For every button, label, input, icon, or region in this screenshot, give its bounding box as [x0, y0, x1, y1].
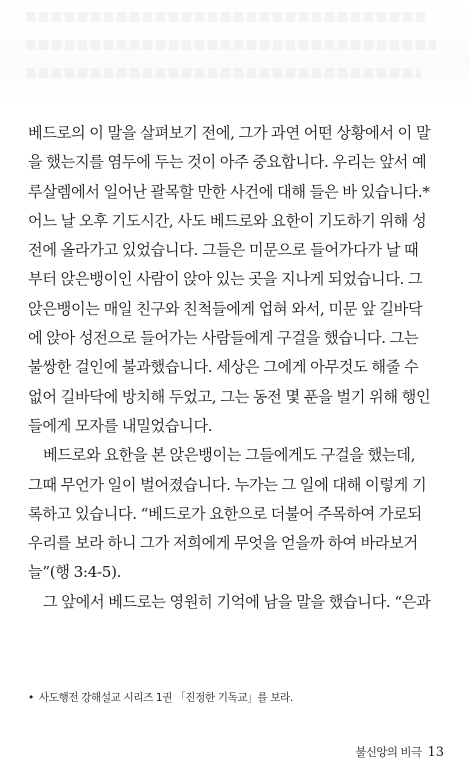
- body-line: 불쌍한 걸인에 불과했습니다. 세상은 그에게 아무것도 해줄 수: [28, 358, 419, 377]
- body-line: 록하고 있습니다. “베드로가 요한으로 더불어 주목하여 가로되: [28, 504, 422, 523]
- bleed-line: [26, 68, 421, 78]
- body-line: 베드로의 이 말을 살펴보기 전에, 그가 과연 어떤 상황에서 이 말: [28, 124, 431, 142]
- body-line: 부터 앉은뱅이인 사람이 앉아 있는 곳을 지나게 되었습니다. 그: [28, 270, 423, 289]
- body-line: 을 했는지를 염두에 두는 것이 아주 중요합니다. 우리는 앞서 예: [28, 153, 427, 172]
- bleed-line: [26, 40, 436, 50]
- page-footer: [355, 744, 444, 760]
- bleed-line: [26, 12, 426, 22]
- body-line: 늘”(행 3:4-5).: [28, 563, 122, 582]
- body-line: 전에 올라가고 있었습니다. 그들은 미문으로 들어가다가 날 때: [28, 241, 419, 260]
- body-line: 루살렘에서 일어난 괄목할 만한 사건에 대해 들은 바 있습니다.*: [28, 182, 430, 201]
- running-head: 불신앙의 비극: [355, 745, 422, 759]
- body-line: 우리를 보라 하니 그가 저희에게 무엇을 얻을까 하여 바라보거: [28, 534, 418, 553]
- body-line-paragraph-start: 그 앞에서 베드로는 영원히 기억에 남을 말을 했습니다. “은과: [43, 592, 431, 611]
- body-line-paragraph-start: 베드로와 요한을 본 앉은뱅이는 그들에게도 구걸을 했는데,: [43, 446, 416, 465]
- body-line: 없어 길바닥에 방치해 두었고, 그는 동전 몇 푼을 벌기 위해 행인: [28, 387, 431, 406]
- body-line: 어느 날 오후 기도시간, 사도 베드로와 요한이 기도하기 위해 성: [28, 211, 427, 230]
- page-number: 13: [427, 745, 444, 760]
- body-text: [28, 119, 446, 617]
- bleed-through-text: [0, 0, 470, 105]
- footnote-text: 사도행전 강해설교 시리즈 1권 「진정한 기독교」를 보라.: [38, 692, 293, 704]
- footnote: [28, 690, 293, 705]
- footnote-marker: •: [28, 692, 34, 704]
- body-line: 그때 무언가 일이 벌어졌습니다. 누가는 그 일에 대해 이렇게 기: [28, 475, 427, 494]
- body-line: 앉은뱅이는 매일 친구와 친척들에게 업혀 와서, 미문 앞 길바닥: [28, 299, 423, 318]
- body-line: 들에게 모자를 내밀었습니다.: [28, 416, 213, 435]
- body-line: 에 앉아 성전으로 들어가는 사람들에게 구걸을 했습니다. 그는: [28, 329, 419, 348]
